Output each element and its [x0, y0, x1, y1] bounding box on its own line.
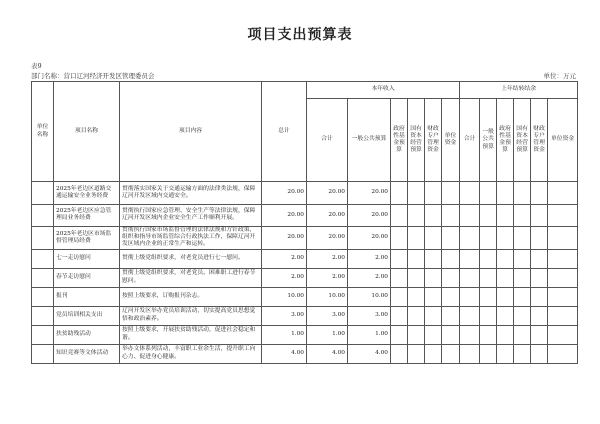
- prev-state-capital-cell: [514, 306, 531, 325]
- page-title: 项目支出预算表: [247, 27, 353, 43]
- fiscal-special-cell: [425, 227, 442, 250]
- prev-gov-fund-cell: [497, 306, 514, 325]
- header-current-income: 本年收入: [307, 82, 460, 99]
- header-project-content: 项目内容: [120, 82, 262, 182]
- project-content-cell: 按照上级要求，开展扶贫助残活动，促进社会稳定和谐。: [120, 325, 262, 344]
- gov-fund-cell: [391, 182, 408, 205]
- prev-unit-funds-cell: [548, 182, 578, 205]
- prev-state-capital-cell: [514, 182, 531, 205]
- unit-cell: [32, 249, 54, 268]
- fiscal-special-cell: [425, 306, 442, 325]
- gov-fund-cell: [391, 344, 408, 363]
- total-cell: 3.00: [262, 306, 307, 325]
- total-cell: 20.00: [262, 182, 307, 205]
- unit-label: 单位：万元: [543, 72, 576, 80]
- header-total: 总计: [262, 82, 307, 182]
- table-row: [32, 227, 578, 250]
- unit-cell: [32, 204, 54, 227]
- state-capital-cell: [408, 204, 425, 227]
- prev-fiscal-special-cell: [531, 182, 548, 205]
- fiscal-special-cell: [425, 249, 442, 268]
- total-cell: 4.00: [262, 344, 307, 363]
- prev-fiscal-special-cell: [531, 227, 548, 250]
- state-capital-cell: [408, 287, 425, 306]
- prev-unit-funds-cell: [548, 325, 578, 344]
- project-content-cell: 按照上级要求，订购报刊杂志。: [120, 287, 262, 306]
- table-row: [32, 325, 578, 344]
- prev-gov-fund-cell: [497, 325, 514, 344]
- gov-fund-cell: [391, 204, 408, 227]
- prev-fiscal-special-cell: [531, 287, 548, 306]
- table-row: [32, 268, 578, 287]
- prev-fiscal-special-cell: [531, 325, 548, 344]
- unit-funds-cell: [442, 344, 460, 363]
- prev-state-capital-cell: [514, 204, 531, 227]
- prev-gov-fund-cell: [497, 227, 514, 250]
- general-public-cell: 10.00: [348, 287, 391, 306]
- total-cell: 2.00: [262, 268, 307, 287]
- subtotal-cell: 20.00: [307, 227, 348, 250]
- table-row: [32, 182, 578, 205]
- header-prev-general: 一般公共预算: [480, 99, 497, 182]
- project-name-cell: 2025年老边区市场监督管理局经费: [54, 227, 120, 250]
- unit-cell: [32, 306, 54, 325]
- prev-gov-fund-cell: [497, 249, 514, 268]
- prev-fiscal-special-cell: [531, 306, 548, 325]
- header-fiscal-special: 财政专户管理资金: [425, 99, 442, 182]
- project-name-cell: 报刊: [54, 287, 120, 306]
- gov-fund-cell: [391, 287, 408, 306]
- subtotal-cell: 2.00: [307, 268, 348, 287]
- prev-state-capital-cell: [514, 325, 531, 344]
- project-name-cell: 2025年老边区道路交通运输安全业务经费: [54, 182, 120, 205]
- gov-fund-cell: [391, 249, 408, 268]
- unit-funds-cell: [442, 306, 460, 325]
- unit-funds-cell: [442, 325, 460, 344]
- gov-fund-cell: [391, 306, 408, 325]
- fiscal-special-cell: [425, 204, 442, 227]
- header-gov-fund: 政府性基金预算: [391, 99, 408, 182]
- table-number: 表9: [31, 62, 42, 70]
- table-row: [32, 287, 578, 306]
- total-cell: 10.00: [262, 287, 307, 306]
- project-name-cell: 2025年老边区应急管理局业务经费: [54, 204, 120, 227]
- fiscal-special-cell: [425, 287, 442, 306]
- state-capital-cell: [408, 344, 425, 363]
- prev-state-capital-cell: [514, 268, 531, 287]
- prev-general-cell: [480, 344, 497, 363]
- department-name: 部门名称：营口辽河经济开发区管理委员会: [31, 72, 155, 80]
- gov-fund-cell: [391, 227, 408, 250]
- state-capital-cell: [408, 182, 425, 205]
- unit-funds-cell: [442, 287, 460, 306]
- prev-general-cell: [480, 204, 497, 227]
- prev-general-cell: [480, 325, 497, 344]
- project-content-cell: 贯彻落实国家关于交通运输方面的法律类法规，保障辽河开发区域内交通安全。: [120, 182, 262, 205]
- header-prev-state-capital: 国有资本经营预算: [514, 99, 531, 182]
- unit-cell: [32, 344, 54, 363]
- prev-unit-funds-cell: [548, 204, 578, 227]
- prev-fiscal-special-cell: [531, 268, 548, 287]
- state-capital-cell: [408, 227, 425, 250]
- general-public-cell: 2.00: [348, 249, 391, 268]
- subtotal-cell: 3.00: [307, 306, 348, 325]
- prev-subtotal-cell: [460, 306, 480, 325]
- gov-fund-cell: [391, 268, 408, 287]
- unit-cell: [32, 268, 54, 287]
- prev-subtotal-cell: [460, 268, 480, 287]
- prev-subtotal-cell: [460, 249, 480, 268]
- prev-general-cell: [480, 227, 497, 250]
- project-content-cell: 贯彻上级党组织要求，对老党员进行七一慰问。: [120, 249, 262, 268]
- prev-gov-fund-cell: [497, 204, 514, 227]
- prev-general-cell: [480, 306, 497, 325]
- total-cell: 2.00: [262, 249, 307, 268]
- unit-funds-cell: [442, 227, 460, 250]
- general-public-cell: 4.00: [348, 344, 391, 363]
- subtotal-cell: 2.00: [307, 249, 348, 268]
- table-row: [32, 249, 578, 268]
- project-content-cell: 贯彻执行国家市场监督管理的法律法规和方针政策，组织和指导市场监管综合行政执法工作，保障辽河开发区域内企业的正常生产和运转。: [120, 227, 262, 250]
- fiscal-special-cell: [425, 344, 442, 363]
- general-public-cell: 3.00: [348, 306, 391, 325]
- project-content-cell: 贯彻执行国家应急管理、安全生产等法律法规，保障辽河开发区域内企业安全生产工作顺利开展。: [120, 204, 262, 227]
- header-row-top: [32, 82, 578, 99]
- project-name-cell: 知识竞赛等文体活动: [54, 344, 120, 363]
- prev-state-capital-cell: [514, 344, 531, 363]
- fiscal-special-cell: [425, 268, 442, 287]
- unit-funds-cell: [442, 268, 460, 287]
- general-public-cell: 2.00: [348, 268, 391, 287]
- prev-subtotal-cell: [460, 325, 480, 344]
- state-capital-cell: [408, 268, 425, 287]
- header-unit-name: 单位名称: [32, 82, 54, 182]
- prev-unit-funds-cell: [548, 306, 578, 325]
- unit-funds-cell: [442, 204, 460, 227]
- prev-subtotal-cell: [460, 287, 480, 306]
- state-capital-cell: [408, 249, 425, 268]
- gov-fund-cell: [391, 325, 408, 344]
- header-project-name: 项目名称: [54, 82, 120, 182]
- prev-unit-funds-cell: [548, 227, 578, 250]
- unit-cell: [32, 182, 54, 205]
- prev-general-cell: [480, 182, 497, 205]
- prev-subtotal-cell: [460, 182, 480, 205]
- prev-state-capital-cell: [514, 249, 531, 268]
- header-prev-unit-funds: 单位资金: [548, 99, 578, 182]
- prev-general-cell: [480, 249, 497, 268]
- unit-funds-cell: [442, 182, 460, 205]
- unit-cell: [32, 325, 54, 344]
- state-capital-cell: [408, 306, 425, 325]
- fiscal-special-cell: [425, 325, 442, 344]
- prev-unit-funds-cell: [548, 249, 578, 268]
- prev-gov-fund-cell: [497, 182, 514, 205]
- prev-subtotal-cell: [460, 204, 480, 227]
- prev-subtotal-cell: [460, 344, 480, 363]
- unit-cell: [32, 287, 54, 306]
- prev-state-capital-cell: [514, 227, 531, 250]
- fiscal-special-cell: [425, 182, 442, 205]
- subtotal-cell: 4.00: [307, 344, 348, 363]
- header-subtotal: 合计: [307, 99, 348, 182]
- prev-state-capital-cell: [514, 287, 531, 306]
- total-cell: 20.00: [262, 204, 307, 227]
- prev-gov-fund-cell: [497, 287, 514, 306]
- total-cell: 1.00: [262, 325, 307, 344]
- project-content-cell: 举办文体系列活动，丰富职工业余生活，提升职工向心力、促进身心健康。: [120, 344, 262, 363]
- table-row: [32, 204, 578, 227]
- header-prev-balance: 上年结转结余: [460, 82, 578, 99]
- prev-unit-funds-cell: [548, 344, 578, 363]
- header-general-public: 一般公共预算: [348, 99, 391, 182]
- prev-unit-funds-cell: [548, 287, 578, 306]
- project-content-cell: 辽河开发区举办党员培训活动，切实提高党员思想觉悟和政治素养。: [120, 306, 262, 325]
- subtotal-cell: 20.00: [307, 204, 348, 227]
- subtotal-cell: 20.00: [307, 182, 348, 205]
- subtotal-cell: 1.00: [307, 325, 348, 344]
- state-capital-cell: [408, 325, 425, 344]
- project-name-cell: 春节走访慰问: [54, 268, 120, 287]
- general-public-cell: 20.00: [348, 204, 391, 227]
- prev-fiscal-special-cell: [531, 249, 548, 268]
- total-cell: 20.00: [262, 227, 307, 250]
- prev-fiscal-special-cell: [531, 344, 548, 363]
- header-prev-subtotal: 合计: [460, 99, 480, 182]
- header-prev-gov-fund: 政府性基金预算: [497, 99, 514, 182]
- general-public-cell: 20.00: [348, 182, 391, 205]
- prev-subtotal-cell: [460, 227, 480, 250]
- prev-general-cell: [480, 287, 497, 306]
- subtotal-cell: 10.00: [307, 287, 348, 306]
- general-public-cell: 20.00: [348, 227, 391, 250]
- project-name-cell: 七一走访慰问: [54, 249, 120, 268]
- prev-gov-fund-cell: [497, 344, 514, 363]
- unit-funds-cell: [442, 249, 460, 268]
- prev-gov-fund-cell: [497, 268, 514, 287]
- project-budget-table: [31, 81, 578, 364]
- table-body: [32, 182, 578, 364]
- general-public-cell: 1.00: [348, 325, 391, 344]
- unit-cell: [32, 227, 54, 250]
- prev-fiscal-special-cell: [531, 204, 548, 227]
- prev-general-cell: [480, 268, 497, 287]
- table-row: [32, 344, 578, 363]
- prev-unit-funds-cell: [548, 268, 578, 287]
- table-row: [32, 306, 578, 325]
- project-name-cell: 扶贫助残活动: [54, 325, 120, 344]
- project-content-cell: 贯彻上级党组织要求，对老党员、困难职工进行春节慰问。: [120, 268, 262, 287]
- header-state-capital: 国有资本经营预算: [408, 99, 425, 182]
- project-name-cell: 党员培训相关支出: [54, 306, 120, 325]
- header-unit-funds: 单位资金: [442, 99, 460, 182]
- header-prev-fiscal-special: 财政专户管理资金: [531, 99, 548, 182]
